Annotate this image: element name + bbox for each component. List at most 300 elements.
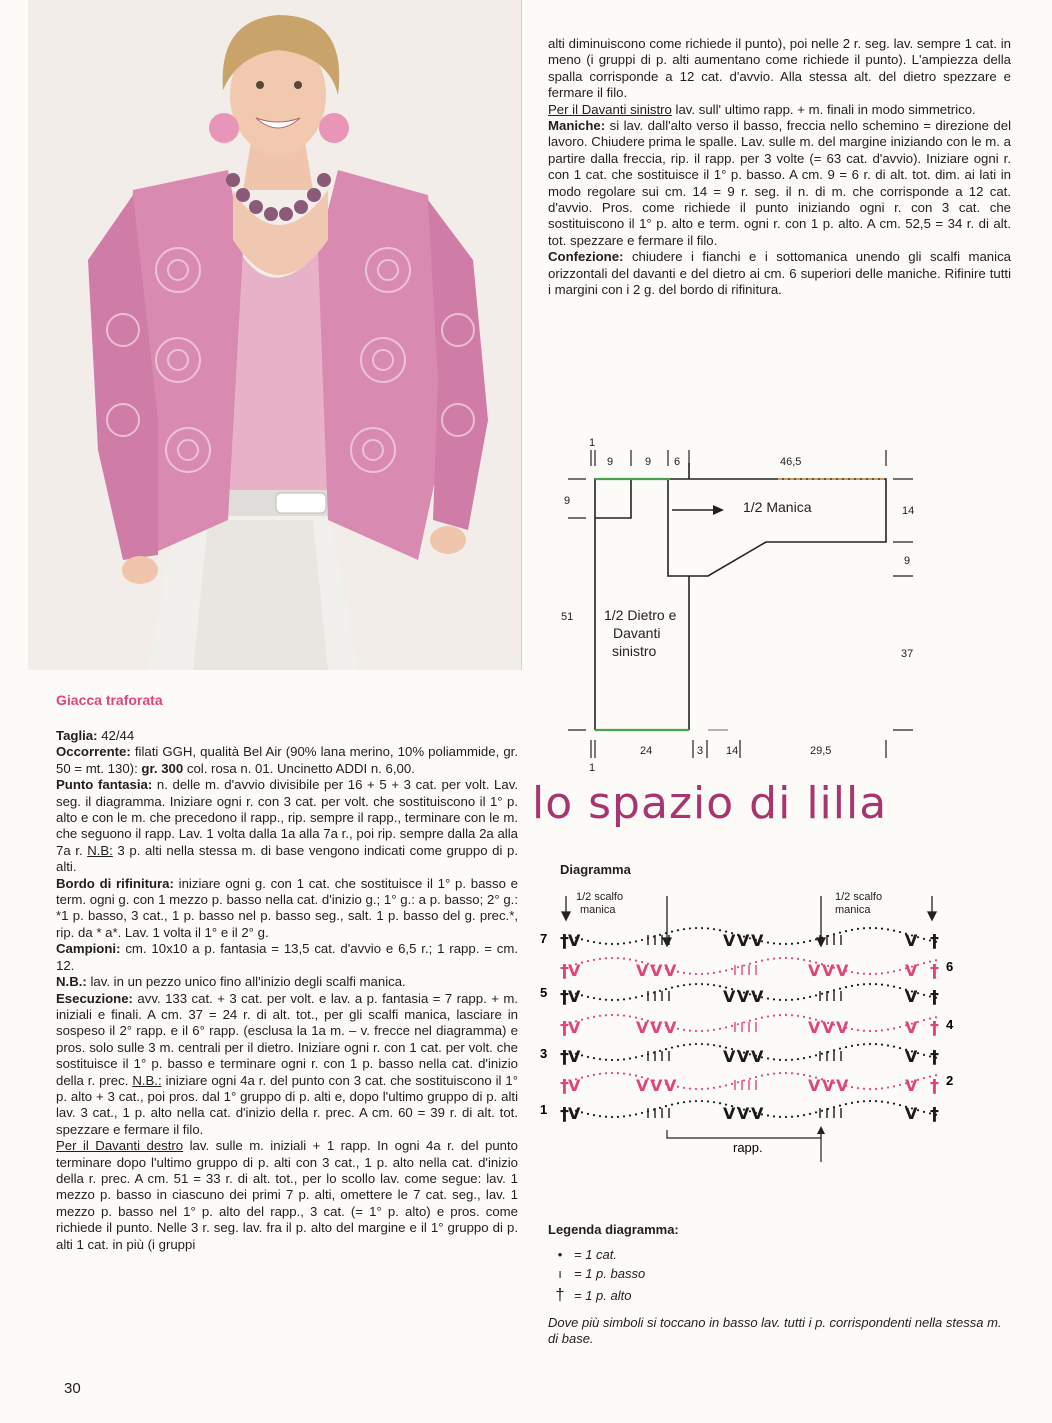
row-num-3: 3 xyxy=(540,1046,548,1061)
chain-dot xyxy=(923,994,925,996)
chain-dot xyxy=(599,1015,601,1017)
dc-group-mark: V xyxy=(568,961,581,980)
sleeve-label: 1/2 Manica xyxy=(743,499,812,515)
chain-dot xyxy=(755,961,757,963)
row-num-5: 5 xyxy=(540,985,548,1000)
dc-group-mark: V xyxy=(650,1018,663,1037)
chain-dot xyxy=(731,1083,733,1085)
chain-dot xyxy=(581,994,583,996)
chain-dot xyxy=(923,1019,925,1021)
chain-dot xyxy=(605,943,607,945)
dc-group-mark: V xyxy=(751,1104,764,1123)
row-num-1: 1 xyxy=(540,1102,548,1117)
dc-group-mark: V xyxy=(650,1076,663,1095)
chain-dot xyxy=(725,1026,727,1028)
dc-group-mark: V xyxy=(905,961,918,980)
chain-dot xyxy=(851,1045,853,1047)
chain-dot xyxy=(785,1014,787,1016)
chain-dot xyxy=(923,938,925,940)
dc-group-mark: V xyxy=(568,987,581,1006)
chain-dot xyxy=(869,1100,871,1102)
chain-dot xyxy=(599,1073,601,1075)
chain-dot xyxy=(797,1073,799,1075)
chain-dot xyxy=(641,939,643,941)
chain-dot xyxy=(899,1104,901,1106)
dc-group-mark: V xyxy=(808,961,821,980)
chain-dot xyxy=(785,943,787,945)
dc-group-mark: V xyxy=(636,961,649,980)
chain-dot xyxy=(641,995,643,997)
chain-dot xyxy=(857,1087,859,1089)
dim-left-1: 9 xyxy=(564,495,571,507)
chain-dot xyxy=(683,1101,685,1103)
chain-dot xyxy=(815,938,817,940)
chain-dot xyxy=(809,996,811,998)
chain-dot xyxy=(677,929,679,931)
chain-dot xyxy=(767,958,769,960)
chain-dot xyxy=(611,999,613,1001)
chain-dot xyxy=(617,1014,619,1016)
chain-dot xyxy=(719,929,721,931)
chain-dot xyxy=(761,960,763,962)
chain-dot xyxy=(689,983,691,985)
chain-dot xyxy=(755,1076,757,1078)
chain-dot xyxy=(581,1019,583,1021)
dc-group-mark: V xyxy=(905,931,918,950)
chain-dot xyxy=(713,1087,715,1089)
dc-group-mark: V xyxy=(568,1076,581,1095)
armhole-label-right-1: 1/2 scalfo xyxy=(835,891,883,903)
chain-dot xyxy=(689,1029,691,1031)
chain-dot xyxy=(851,1028,853,1030)
dim-top-2: 9 xyxy=(645,456,652,468)
chain-dot xyxy=(791,957,793,959)
chain-dot xyxy=(857,928,859,930)
chain-dot xyxy=(869,1043,871,1045)
edge-dc-mark: † xyxy=(560,931,569,952)
dc-group-mark: V xyxy=(723,1104,736,1123)
dim-right-3: 37 xyxy=(901,648,914,660)
chain-dot xyxy=(899,1084,901,1086)
chain-dot xyxy=(695,927,697,929)
chain-dot xyxy=(779,957,781,959)
dc-group-mark: V xyxy=(905,987,918,1006)
edge-dc-mark: † xyxy=(560,1047,569,1068)
chain-dot xyxy=(863,973,865,975)
right-column-paragraph: Confezione: chiudere i fianchi e i sottomanica unendo gli scalfi manica orizzontali del davanti e del dietro ai cm. 6 superiori delle maniche. Rifinire tutti i margini con i 2 g. del bordo di rifinitura. xyxy=(548,249,1011,298)
chain-dot xyxy=(845,1046,847,1048)
chain-dot xyxy=(863,1100,865,1102)
chain-dot xyxy=(743,1021,745,1023)
chain-dot xyxy=(803,1016,805,1018)
chain-dot xyxy=(617,943,619,945)
dc-group-mark: V xyxy=(568,931,581,950)
chain-dot xyxy=(665,1048,667,1050)
garment-schematic xyxy=(548,430,968,775)
chain-dot xyxy=(785,1116,787,1118)
chain-dot xyxy=(923,1111,925,1113)
chain-dot xyxy=(881,984,883,986)
chain-dot xyxy=(839,1105,841,1107)
chain-dot xyxy=(623,958,625,960)
chain-dot xyxy=(893,970,895,972)
chain-dot xyxy=(707,983,709,985)
dc-group-mark: V xyxy=(737,1047,750,1066)
edge-dc-mark: † xyxy=(930,1018,939,1039)
chain-dot xyxy=(875,1088,877,1090)
chain-dot xyxy=(587,1113,589,1115)
chain-dot xyxy=(725,969,727,971)
edge-dc-mark: † xyxy=(930,987,939,1008)
chain-dot xyxy=(773,1015,775,1017)
chain-dot xyxy=(581,1077,583,1079)
row-num-6: 6 xyxy=(946,959,954,974)
left-column-paragraph: Bordo di rifinitura: iniziare ogni g. con 1 cat. che sostituisce il 1° p. basso e term. ogni g. con 1 mezzo p. basso nella cat. d'inizio g.; 1° g.: a p. basso; 2° g.: *1 p. basso, 3 cat., 1 p. basso nel p. basso seg., salt. 1 p. basso del g. prec.*, rip. da * a*. Lav. 1 volta il 1° e il 2° g. xyxy=(56,875,519,940)
chain-dot xyxy=(593,959,595,961)
chain-dot xyxy=(767,997,769,999)
chain-dot xyxy=(869,1030,871,1032)
legend-item-dc: † = 1 p. alto xyxy=(552,1285,1008,1305)
dc-group-mark: V xyxy=(751,931,764,950)
chain-dot xyxy=(863,1043,865,1045)
edge-dc-mark: † xyxy=(930,1047,939,1068)
chain-dot xyxy=(863,1088,865,1090)
chain-dot xyxy=(773,1115,775,1117)
chain-dot xyxy=(845,1103,847,1105)
chain-dot xyxy=(677,1102,679,1104)
edge-dc-mark: † xyxy=(560,1018,569,1039)
chain-dot xyxy=(587,1075,589,1077)
chain-dot xyxy=(839,932,841,934)
chain-dot xyxy=(881,972,883,974)
edge-dc-mark: † xyxy=(560,1104,569,1125)
row-num-2: 2 xyxy=(946,1073,954,1088)
chain-dot xyxy=(665,1105,667,1107)
page-number: 30 xyxy=(64,1380,81,1397)
diagram-title: Diagramma xyxy=(560,862,631,877)
chain-dot xyxy=(737,966,739,968)
chain-dot xyxy=(599,942,601,944)
chain-dot xyxy=(875,1100,877,1102)
chain-dot xyxy=(791,1059,793,1061)
chain-dot xyxy=(869,983,871,985)
right-column-paragraph: Maniche: si lav. dall'alto verso il basso, freccia nello schemino = direzione del lavoro. Chiudere prima le spalle. Lav. sulle m. del margine iniziando con le m. a partire dalla freccia, rip. il rapp. per 3 volte (= 63 cat. d'avvio). Iniziare ogni r. con 1 cat. che sostituisce il 1° p. basso. A cm. 9 = 6 r. di alt. tot. dim. ai lati in modo regolare sui cm. 14 = 9 r. seg. il n. di m. che corrisponde a 12 cat. d'avvio. Pros. come richiede il punto iniziando ogni r. con 3 cat. che sostituiscono il 1° p. alto e term. ogni r. con 1 p. alto. A cm. 52,5 = 34 r. di alt. tot. spezzare e fermare il filo. xyxy=(548,118,1011,248)
body-label-line3: sinistro xyxy=(612,643,657,659)
right-column-paragraph: alti diminuiscono come richiede il punto), poi nelle 2 r. seg. lav. sempre 1 cat. in meno (i gruppi di p. alti aumentano come richiede il punto). L'ampiezza della spalla corrisponde a 12 cat. d'avvio. Alla stessa alt. del dietro spezzare e fermare il filo. xyxy=(548,36,1011,101)
chain-dot xyxy=(713,972,715,974)
diagram-legend xyxy=(548,1222,1008,1347)
chain-dot xyxy=(605,1116,607,1118)
dim-right-1: 14 xyxy=(902,505,915,517)
dim-top-3: 6 xyxy=(674,456,681,468)
chain-dot xyxy=(623,1058,625,1060)
chain-dot xyxy=(683,928,685,930)
stitch-diagram xyxy=(530,880,980,1170)
chain-dot xyxy=(839,1048,841,1050)
dc-group-mark: V xyxy=(723,931,736,950)
legend-note: Dove più simboli si toccano in basso lav. tutti i p. corrispondenti nella stessa m. di base. xyxy=(548,1315,1002,1346)
chain-dot xyxy=(851,1086,853,1088)
chain-dot xyxy=(701,927,703,929)
chain-dot xyxy=(713,1101,715,1103)
chain-dot xyxy=(713,928,715,930)
left-column-paragraph: Per il Davanti destro lav. sulle m. iniziali + 1 rapp. In ogni 4a r. del punto terminare dopo l'ultimo gruppo di p. alti con 3 cat., 1 p. alto nella cat. d'inizio della r. prec. A cm. 51 = 33 r. di alt. tot., per lo scollo lav. come segue: lav. 1 mezzo p. basso in ciascuno dei primi 7 p. alti, omettere le 7 cat. seg., lav. 1 mezzo p. basso nel 1° p. alto del rapp., 3 cat. (= 1° p. alto) e pros. come richiede il punto. Nelle 3 r. seg. lav. fra il p. alto del margine e il 1° gruppo di p. alti 1 cat. in più (i gruppi xyxy=(56,1138,518,1252)
chain-dot xyxy=(875,1043,877,1045)
chain-dot xyxy=(629,958,631,960)
dc-group-mark: V xyxy=(751,1047,764,1066)
edge-dc-mark: † xyxy=(560,961,569,982)
chain-dot xyxy=(719,1102,721,1104)
dot-icon: • xyxy=(557,1247,563,1262)
chain-dot xyxy=(887,984,889,986)
chain-dot xyxy=(899,1047,901,1049)
chain-dot xyxy=(593,941,595,943)
chain-dot xyxy=(845,930,847,932)
chain-dot xyxy=(617,1059,619,1061)
chain-dot xyxy=(779,1072,781,1074)
dc-group-mark: V xyxy=(568,1018,581,1037)
chain-dot xyxy=(923,1054,925,1056)
chain-dot xyxy=(731,1025,733,1027)
chain-dot xyxy=(869,1088,871,1090)
chain-dot xyxy=(581,962,583,964)
chain-dot xyxy=(869,973,871,975)
chain-dot xyxy=(851,1102,853,1104)
chain-dot xyxy=(797,942,799,944)
chain-dot xyxy=(599,998,601,1000)
chain-dot xyxy=(887,1028,889,1030)
dc-group-mark: V xyxy=(836,1076,849,1095)
chain-dot xyxy=(689,927,691,929)
chain-dot xyxy=(857,984,859,986)
chain-dot xyxy=(611,1116,613,1118)
chain-dot xyxy=(713,1029,715,1031)
dc-group-mark: V xyxy=(723,987,736,1006)
chain-dot xyxy=(611,957,613,959)
chain-dot xyxy=(617,957,619,959)
chain-dot xyxy=(677,1028,679,1030)
chain-dot xyxy=(593,1016,595,1018)
chain-dot xyxy=(605,1059,607,1061)
chain-dot xyxy=(659,934,661,936)
schematic-top-marker: 1 xyxy=(589,437,596,449)
chain-dot xyxy=(695,973,697,975)
chain-dot xyxy=(701,1030,703,1032)
chain-dot xyxy=(617,999,619,1001)
chain-dot xyxy=(767,941,769,943)
chain-dot xyxy=(791,1014,793,1016)
dim-left-2: 51 xyxy=(561,611,574,623)
chain-dot xyxy=(695,1088,697,1090)
dim-bottom-1: 24 xyxy=(640,745,653,757)
chain-dot xyxy=(683,984,685,986)
chain-dot xyxy=(845,986,847,988)
chain-dot xyxy=(671,930,673,932)
chain-dot xyxy=(767,1015,769,1017)
dc-group-mark: V xyxy=(808,1018,821,1037)
chain-dot xyxy=(749,963,751,965)
armhole-label-right-2: manica xyxy=(835,904,871,916)
chain-dot xyxy=(857,1101,859,1103)
dc-group-mark: V xyxy=(650,961,663,980)
chain-dot xyxy=(875,1030,877,1032)
chain-dot xyxy=(803,941,805,943)
legend-item-sc: ı = 1 p. basso xyxy=(552,1266,1008,1281)
chain-dot xyxy=(779,1059,781,1061)
dc-group-mark: V xyxy=(822,961,835,980)
chain-dot xyxy=(779,999,781,1001)
chain-dot xyxy=(743,1079,745,1081)
model-photo xyxy=(28,0,522,670)
chain-dot xyxy=(857,1044,859,1046)
chain-dot xyxy=(695,1043,697,1045)
chain-dot xyxy=(629,1057,631,1059)
chain-dot xyxy=(587,996,589,998)
chain-dot xyxy=(899,987,901,989)
chain-dot xyxy=(767,1073,769,1075)
chain-dot xyxy=(725,1084,727,1086)
chain-dot xyxy=(851,985,853,987)
chain-dot xyxy=(881,1029,883,1031)
left-column-paragraph: Taglia: 42/44 xyxy=(56,728,135,743)
chain-dot xyxy=(821,1053,823,1055)
chain-dot xyxy=(641,1055,643,1057)
chain-dot xyxy=(785,957,787,959)
dc-group-mark: V xyxy=(568,1047,581,1066)
chain-dot xyxy=(737,1023,739,1025)
dc-group-mark: V xyxy=(836,961,849,980)
chain-dot xyxy=(791,1072,793,1074)
chain-dot xyxy=(623,1015,625,1017)
edge-dc-mark: † xyxy=(930,1076,939,1097)
chain-dot xyxy=(893,1103,895,1105)
dc-group-mark: V xyxy=(905,1076,918,1095)
dc-group-mark: V xyxy=(664,1018,677,1037)
chain-dot xyxy=(719,1086,721,1088)
chain-dot xyxy=(581,1111,583,1113)
left-column-paragraph: Occorrente: filati GGH, qualità Bel Air (90% lana merino, 10% poliammide, gr. 50 = mt. 130): gr. 300 col. rosa n. 01. Uncinetto ADDI n. 6,00. xyxy=(56,744,518,776)
left-column-paragraph: N.B.: lav. in un pezzo unico fino all'inizio degli scalfi manica. xyxy=(56,974,406,990)
armhole-label-left-1: 1/2 scalfo xyxy=(576,891,624,903)
chain-dot xyxy=(641,1112,643,1114)
chain-dot xyxy=(659,1107,661,1109)
chain-dot xyxy=(635,996,637,998)
chain-dot xyxy=(599,1058,601,1060)
chain-dot xyxy=(779,1014,781,1016)
edge-dc-mark: † xyxy=(560,1076,569,1097)
chain-dot xyxy=(869,927,871,929)
chain-dot xyxy=(893,1046,895,1048)
chain-dot xyxy=(587,960,589,962)
chain-dot xyxy=(785,1072,787,1074)
chain-dot xyxy=(731,968,733,970)
chain-dot xyxy=(593,997,595,999)
chain-dot xyxy=(587,940,589,942)
chain-dot xyxy=(677,1045,679,1047)
chain-dot xyxy=(743,964,745,966)
chain-dot xyxy=(749,1078,751,1080)
chain-dot xyxy=(593,1114,595,1116)
chain-dot xyxy=(587,1017,589,1019)
chain-dot xyxy=(791,999,793,1001)
pattern-title: Giacca traforata xyxy=(56,692,163,708)
chain-dot xyxy=(707,1029,709,1031)
chain-dot xyxy=(773,1073,775,1075)
row-num-4: 4 xyxy=(946,1017,954,1032)
chain-dot xyxy=(851,929,853,931)
dim-top-1: 9 xyxy=(607,456,614,468)
chain-dot xyxy=(719,971,721,973)
chain-dot xyxy=(617,1072,619,1074)
chain-dot xyxy=(677,971,679,973)
body-label-line1: 1/2 Dietro e xyxy=(604,607,677,623)
chain-dot xyxy=(893,930,895,932)
chain-dot xyxy=(683,1044,685,1046)
chain-dot xyxy=(863,1030,865,1032)
chain-dot xyxy=(803,997,805,999)
chain-dot xyxy=(689,1043,691,1045)
chain-dot xyxy=(695,1100,697,1102)
chain-dot xyxy=(767,1114,769,1116)
chain-dot xyxy=(767,1057,769,1059)
chain-dot xyxy=(623,1073,625,1075)
chain-dot xyxy=(851,971,853,973)
chain-dot xyxy=(803,1074,805,1076)
right-column-paragraph: Per il Davanti sinistro lav. sull' ultimo rapp. + m. finali in modo simmetrico. xyxy=(548,101,976,117)
edge-dc-mark: † xyxy=(930,931,939,952)
chain-dot xyxy=(695,1030,697,1032)
chain-dot xyxy=(623,942,625,944)
chain-dot xyxy=(797,1058,799,1060)
chain-dot xyxy=(629,1073,631,1075)
legend-item-chain: • = 1 cat. xyxy=(552,1247,1008,1262)
chain-dot xyxy=(797,998,799,1000)
chain-dot xyxy=(887,1086,889,1088)
chain-dot xyxy=(713,1044,715,1046)
chain-dot xyxy=(707,927,709,929)
chain-dot xyxy=(797,1115,799,1117)
chain-dot xyxy=(899,931,901,933)
chain-dot xyxy=(587,1056,589,1058)
dc-group-mark: V xyxy=(822,1018,835,1037)
double-crochet-icon: † xyxy=(555,1285,565,1304)
chain-dot xyxy=(689,972,691,974)
chain-dot xyxy=(821,993,823,995)
chain-dot xyxy=(593,1057,595,1059)
dc-group-mark: V xyxy=(664,961,677,980)
dc-group-mark: V xyxy=(905,1104,918,1123)
chain-dot xyxy=(893,1027,895,1029)
chain-dot xyxy=(671,1103,673,1105)
chain-dot xyxy=(611,1059,613,1061)
chain-dot xyxy=(761,1017,763,1019)
chain-dot xyxy=(677,985,679,987)
chain-dot xyxy=(887,1044,889,1046)
chain-dot xyxy=(899,969,901,971)
chain-dot xyxy=(701,1043,703,1045)
chain-dot xyxy=(773,998,775,1000)
dc-group-mark: V xyxy=(568,1104,581,1123)
instructions-right-column xyxy=(548,36,1011,299)
dc-group-mark: V xyxy=(905,1018,918,1037)
chain-dot xyxy=(779,1116,781,1118)
chain-dot xyxy=(881,1087,883,1089)
edge-dc-mark: † xyxy=(560,987,569,1008)
chain-dot xyxy=(671,986,673,988)
edge-dc-mark: † xyxy=(930,1104,939,1125)
chain-dot xyxy=(659,1050,661,1052)
chain-dot xyxy=(863,927,865,929)
